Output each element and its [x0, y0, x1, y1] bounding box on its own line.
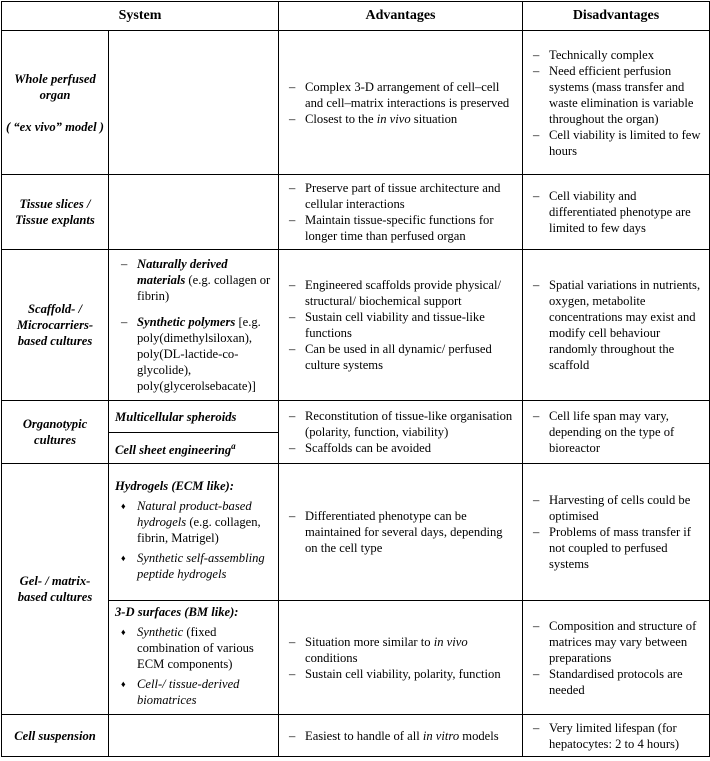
disadvantages-cell	[523, 175, 710, 250]
header-advantages: Advantages	[279, 2, 523, 31]
advantages-cell	[279, 401, 523, 464]
header-disadvantages: Disadvantages	[523, 2, 710, 31]
subtype-spheroids: Multicellular spheroids	[109, 401, 279, 433]
list-item: – Complex 3-D arrangement of cell–cell and cell–matrix interactions is preserved	[283, 79, 516, 111]
list-item: – Sustain cell viability, polarity, function	[283, 666, 516, 682]
subtype-title: 3-D surfaces (BM like):	[115, 604, 239, 619]
row-organotypic-1	[2, 401, 710, 433]
advantages-cell	[279, 31, 523, 175]
header-row	[2, 2, 710, 31]
disadvantages-cell	[523, 401, 710, 464]
list-item: – Sustain cell viability and tissue-like functions	[283, 309, 516, 341]
advantages-cell	[279, 250, 523, 401]
advantages-cell	[279, 175, 523, 250]
system-cell	[2, 31, 109, 175]
disadvantages-cell	[523, 250, 710, 401]
row-scaffold	[2, 250, 710, 401]
system-cell: Gel- / matrix-based cultures	[2, 464, 109, 715]
system-cell: Organotypic cultures	[2, 401, 109, 464]
system-note: ( “ex vivo” model )	[6, 119, 104, 134]
list-item: – Harvesting of cells could be optimised	[527, 492, 703, 524]
list-item: – Engineered scaffolds provide physical/ structural/ biochemical support	[283, 277, 516, 309]
row-whole-perfused-organ	[2, 31, 710, 175]
list-item: – Easiest to handle of all in vitro models	[283, 728, 516, 744]
list-item: – Situation more similar to in vivo conditions	[283, 634, 516, 666]
subtype-cell-sheet: Cell sheet engineering$^a$	[109, 433, 279, 464]
list-item: – Spatial variations in nutrients, oxygen, metabolite concentrations may exist and modify cell behaviour randomly throughout the scaffold	[527, 277, 703, 373]
list-item: – Technically complex	[527, 47, 703, 63]
system-name: Whole perfused organ	[14, 71, 96, 102]
list-item: – Naturally derived materials (e.g. collagen or fibrin)	[115, 256, 274, 304]
comparison-table	[1, 1, 710, 757]
advantages-cell	[279, 715, 523, 757]
list-item: – Can be used in all dynamic/ perfused culture systems	[283, 341, 516, 373]
list-item: – Standardised protocols are needed	[527, 666, 703, 698]
advantages-cell	[279, 464, 523, 601]
header-system: System	[2, 2, 279, 31]
list-item: – Cell viability is limited to few hours	[527, 127, 703, 159]
list-item: – Need efficient perfusion systems (mass transfer and waste elimination is variable throughout the organ)	[527, 63, 703, 127]
row-3d-surfaces	[2, 601, 710, 715]
subtype-title: Hydrogels (ECM like):	[115, 479, 234, 493]
subtype-cell	[109, 250, 279, 401]
disadvantages-cell	[523, 715, 710, 757]
list-item: – Maintain tissue-specific functions for longer time than perfused organ	[283, 212, 516, 244]
subtype-cell	[109, 31, 279, 175]
subtype-3d-surfaces	[109, 601, 279, 715]
advantages-cell	[279, 601, 523, 715]
list-item: ♦ Natural product-based hydrogels (e.g. collagen, fibrin, Matrigel)	[115, 498, 274, 546]
list-item: – Problems of mass transfer if not coupled to perfused systems	[527, 524, 703, 572]
list-item: – Differentiated phenotype can be maintained for several days, depending on the cell type	[283, 508, 516, 556]
list-item: ♦ Synthetic self-assembling peptide hydrogels	[115, 550, 274, 582]
disadvantages-cell	[523, 601, 710, 715]
list-item: – Closest to the in vivo situation	[283, 111, 516, 127]
list-item: – Cell viability and differentiated phenotype are limited to few days	[527, 188, 703, 236]
list-item: – Composition and structure of matrices may vary between preparations	[527, 618, 703, 666]
list-item: – Reconstitution of tissue-like organisation (polarity, function, viability)	[283, 408, 516, 440]
list-item: ♦ Synthetic (fixed combination of various ECM components)	[115, 624, 274, 672]
row-cell-suspension	[2, 715, 710, 757]
disadvantages-cell	[523, 31, 710, 175]
list-item: – Very limited lifespan (for hepatocytes: 2 to 4 hours)	[527, 720, 703, 752]
system-name-2: Tissue explants	[15, 213, 95, 227]
list-item: – Preserve part of tissue architecture and cellular interactions	[283, 180, 516, 212]
subtype-cell	[109, 715, 279, 757]
system-cell	[2, 175, 109, 250]
row-hydrogels	[2, 464, 710, 601]
list-item: ♦ Cell-/ tissue-derived biomatrices	[115, 676, 274, 708]
subtype-cell	[109, 175, 279, 250]
list-item: – Synthetic polymers [e.g. poly(dimethylsiloxan), poly(DL-lactide-co-glycolide), poly(glycerolsebacate)]	[115, 314, 274, 394]
row-tissue-slices	[2, 175, 710, 250]
system-cell: Cell suspension	[2, 715, 109, 757]
system-cell: Scaffold- / Microcarriers-based cultures	[2, 250, 109, 401]
disadvantages-cell	[523, 464, 710, 601]
system-name: Tissue slices /	[19, 197, 91, 211]
list-item: – Cell life span may vary, depending on the type of bioreactor	[527, 408, 703, 456]
subtype-hydrogels	[109, 464, 279, 601]
list-item: – Scaffolds can be avoided	[283, 440, 516, 456]
